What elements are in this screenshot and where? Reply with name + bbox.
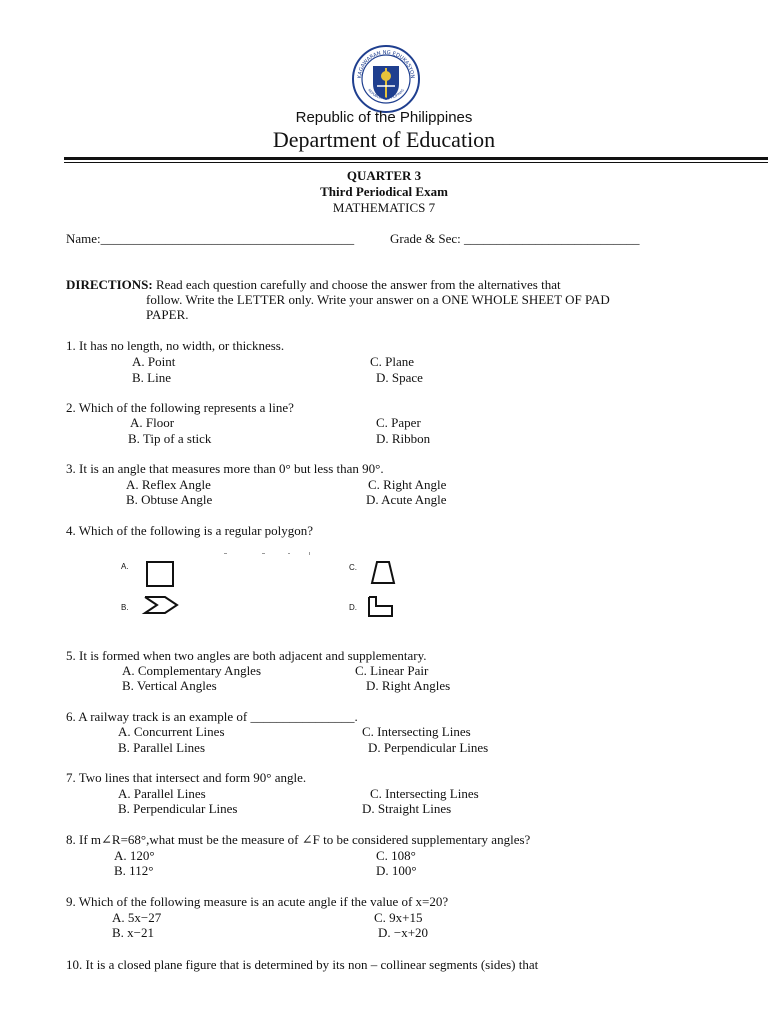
- name-field[interactable]: Name:_______________________________________: [66, 231, 355, 246]
- directions-label: DIRECTIONS:: [66, 277, 153, 292]
- q5-option-a: A. Complementary Angles: [122, 663, 262, 678]
- question-8: 8. If m∠R=68°,what must be the measure of ∠F to be considered supplementary angles?: [66, 832, 531, 847]
- q1-option-d: D. Space: [376, 370, 423, 385]
- q2-option-a: A. Floor: [130, 415, 175, 430]
- q7-option-b: B. Perpendicular Lines: [118, 801, 238, 816]
- chevron-shape: [145, 597, 177, 613]
- trapezoid-shape: [372, 562, 394, 583]
- q3-option-c: C. Right Angle: [368, 477, 447, 492]
- q4-option-d: D.: [349, 603, 357, 612]
- q6-option-d: D. Perpendicular Lines: [368, 740, 489, 755]
- q3-option-a: A. Reflex Angle: [126, 477, 211, 492]
- q1-option-a: A. Point: [132, 354, 176, 369]
- question-7: 7. Two lines that intersect and form 90° angle.: [66, 770, 307, 785]
- question-5: 5. It is formed when two angles are both adjacent and supplementary.: [66, 648, 427, 663]
- q1-option-c: C. Plane: [370, 354, 415, 369]
- exam-quarter: QUARTER 3: [346, 168, 422, 183]
- grade-section-field[interactable]: Grade & Sec: ___________________________: [390, 231, 640, 246]
- q6-option-a: A. Concurrent Lines: [118, 724, 225, 739]
- q5-option-d: D. Right Angles: [366, 678, 451, 693]
- faint-marks: [224, 552, 310, 555]
- seal-subtext: REPUBLIKA NG PILIPINAS: [367, 88, 405, 101]
- directions-line-1: DIRECTIONS: Read each question carefully and choose the answer from the alternatives that: [66, 277, 561, 292]
- q2-option-d: D. Ribbon: [376, 431, 431, 446]
- q9-option-d: D. −x+20: [378, 925, 429, 940]
- question-6: 6. A railway track is an example of ________________.: [66, 709, 358, 724]
- q6-option-c: C. Intersecting Lines: [362, 724, 471, 739]
- republic-heading: Republic of the Philippines: [295, 109, 473, 126]
- q2-option-c: C. Paper: [376, 415, 421, 430]
- q7-option-a: A. Parallel Lines: [118, 786, 206, 801]
- q3-option-d: D. Acute Angle: [366, 492, 447, 507]
- q4-polygon-figures: [0, 550, 768, 620]
- department-heading: Department of Education: [272, 127, 496, 152]
- header-rule-thin: [64, 162, 768, 163]
- seal-text: KAGAWARAN NG EDUKASYON: [356, 49, 416, 79]
- exam-title: Third Periodical Exam: [320, 184, 448, 199]
- question-3: 3. It is an angle that measures more than 0° but less than 90°.: [66, 461, 384, 476]
- l-shape: [369, 597, 392, 616]
- q4-option-b: B.: [121, 603, 129, 612]
- q9-option-b: B. x−21: [112, 925, 155, 940]
- q8-option-d: D. 100°: [376, 863, 417, 878]
- q8-option-b: B. 112°: [114, 863, 154, 878]
- q7-option-c: C. Intersecting Lines: [370, 786, 479, 801]
- deped-seal: [351, 44, 421, 114]
- square-shape: [147, 562, 173, 586]
- q3-option-b: B. Obtuse Angle: [126, 492, 213, 507]
- question-9: 9. Which of the following measure is an acute angle if the value of x=20?: [66, 894, 449, 909]
- directions-line-3: PAPER.: [146, 307, 189, 322]
- q1-option-b: B. Line: [132, 370, 171, 385]
- q4-option-a: A.: [121, 562, 129, 571]
- q2-option-b: B. Tip of a stick: [128, 431, 212, 446]
- q4-option-c: C.: [349, 563, 357, 572]
- header-rule: [64, 157, 768, 160]
- q9-option-c: C. 9x+15: [374, 910, 423, 925]
- directions-line-2: follow. Write the LETTER only. Write your answer on a ONE WHOLE SHEET OF PAD: [146, 292, 610, 307]
- question-10: 10. It is a closed plane figure that is determined by its non – collinear segments (sides) that: [66, 957, 539, 972]
- q9-option-a: A. 5x−27: [112, 910, 162, 925]
- q6-option-b: B. Parallel Lines: [118, 740, 206, 755]
- q8-option-a: A. 120°: [114, 848, 155, 863]
- exam-subject: MATHEMATICS 7: [332, 200, 436, 215]
- question-2: 2. Which of the following represents a line?: [66, 400, 294, 415]
- q5-option-b: B. Vertical Angles: [122, 678, 217, 693]
- question-1: 1. It has no length, no width, or thickness.: [66, 338, 285, 353]
- q8-option-c: C. 108°: [376, 848, 416, 863]
- q7-option-d: D. Straight Lines: [362, 801, 452, 816]
- q5-option-c: C. Linear Pair: [355, 663, 429, 678]
- question-4: 4. Which of the following is a regular polygon?: [66, 523, 314, 538]
